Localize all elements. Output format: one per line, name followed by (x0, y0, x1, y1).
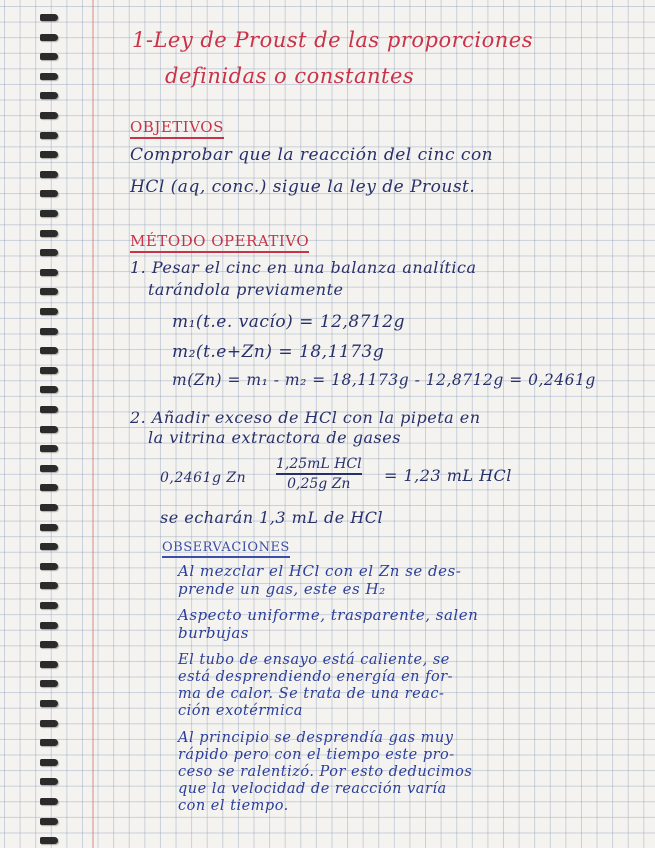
binding-ring (40, 602, 58, 609)
binding-ring (40, 524, 58, 531)
metodo-heading: MÉTODO OPERATIVO (130, 232, 309, 253)
obs-p2-line-1: Aspecto uniforme, trasparente, salen (178, 606, 479, 624)
obs-p3-line-1: El tubo de ensayo está caliente, se (178, 652, 450, 668)
binding-ring (40, 837, 58, 844)
fraction-denominator: 0,25g Zn (287, 475, 351, 492)
fraction-numerator: 1,25mL HCl (276, 456, 362, 472)
binding-ring (40, 171, 58, 178)
fraction-bar (276, 473, 362, 475)
binding-ring (40, 14, 58, 21)
objetivos-heading: OBJETIVOS (130, 118, 224, 139)
binding-ring (40, 661, 58, 668)
binding-ring (40, 504, 58, 511)
obs-p3-line-3: ma de calor. Se trata de una reac- (178, 686, 445, 702)
binding-ring (40, 347, 58, 354)
binding-ring (40, 406, 58, 413)
margin-line (92, 0, 94, 848)
binding-ring (40, 112, 58, 119)
objetivos-line-2: HCl (aq, conc.) sigue la ley de Proust. (130, 177, 476, 197)
title-line-2: definidas o constantes (165, 64, 415, 88)
obs-p4-line-4: que la velocidad de reacción varía (178, 781, 447, 797)
binding-ring (40, 210, 58, 217)
binding-ring (40, 778, 58, 785)
binding-ring (40, 190, 58, 197)
obs-p1-line-1: Al mezclar el HCl con el Zn se des- (178, 562, 462, 580)
mass-zn: m(Zn) = m₁ - m₂ = 18,1173g - 12,8712g = 0,2461g (172, 371, 596, 389)
binding-ring (40, 230, 58, 237)
binding-ring (40, 132, 58, 139)
binding-ring (40, 249, 58, 256)
binding-ring (40, 445, 58, 452)
obs-p4-line-5: con el tiempo. (178, 798, 289, 814)
conversion-fraction (276, 456, 362, 492)
obs-p2-line-2: burbujas (178, 624, 249, 642)
obs-p1-line-2: prende un gas, este es H₂ (178, 580, 386, 598)
binding-ring (40, 269, 58, 276)
binding-ring (40, 53, 58, 60)
binding-ring (40, 151, 58, 158)
binding-ring (40, 582, 58, 589)
binding-ring (40, 641, 58, 648)
binding-ring (40, 92, 58, 99)
step2-line-2: la vitrina extractora de gases (148, 428, 401, 447)
mass-m2: m₂(t.e+Zn) = 18,1173g (172, 342, 385, 362)
binding-ring (40, 34, 58, 41)
obs-p4-line-1: Al principio se desprendía gas muy (178, 730, 454, 746)
obs-p3-line-2: está desprendiendo energía en for- (178, 669, 454, 685)
step2-result: se echarán 1,3 mL de HCl (160, 508, 384, 527)
title-line-1: 1-Ley de Proust de las proporciones (132, 28, 533, 52)
mass-m1: m₁(t.e. vacío) = 12,8712g (172, 312, 405, 332)
binding-ring (40, 680, 58, 687)
binding-ring (40, 308, 58, 315)
observaciones-heading: OBSERVACIONES (162, 540, 290, 558)
obs-p3-line-4: ción exotérmica (178, 703, 303, 719)
binding-ring (40, 759, 58, 766)
binding-ring (40, 484, 58, 491)
step1-line-2: tarándola previamente (148, 280, 344, 299)
objetivos-line-1: Comprobar que la reacción del cinc con (130, 145, 494, 165)
binding-ring (40, 720, 58, 727)
calc-mass-zn: 0,2461g Zn (160, 470, 247, 486)
binding-ring (40, 543, 58, 550)
binding-ring (40, 739, 58, 746)
binding-ring (40, 288, 58, 295)
calc-result: = 1,23 mL HCl (384, 466, 512, 485)
step2-line-1: 2. Añadir exceso de HCl con la pipeta en (130, 408, 481, 427)
binding-ring (40, 367, 58, 374)
binding-ring (40, 700, 58, 707)
obs-p4-line-2: rápido pero con el tiempo este pro- (178, 747, 455, 763)
binding-ring (40, 798, 58, 805)
binding-ring (40, 622, 58, 629)
binding-ring (40, 386, 58, 393)
binding-ring (40, 465, 58, 472)
binding-ring (40, 73, 58, 80)
binding-ring (40, 426, 58, 433)
spiral-binding (0, 0, 70, 848)
binding-ring (40, 563, 58, 570)
step1-line-1: 1. Pesar el cinc en una balanza analítica (130, 258, 477, 277)
obs-p4-line-3: ceso se ralentizó. Por esto deducimos (178, 764, 473, 780)
binding-ring (40, 818, 58, 825)
binding-ring (40, 328, 58, 335)
